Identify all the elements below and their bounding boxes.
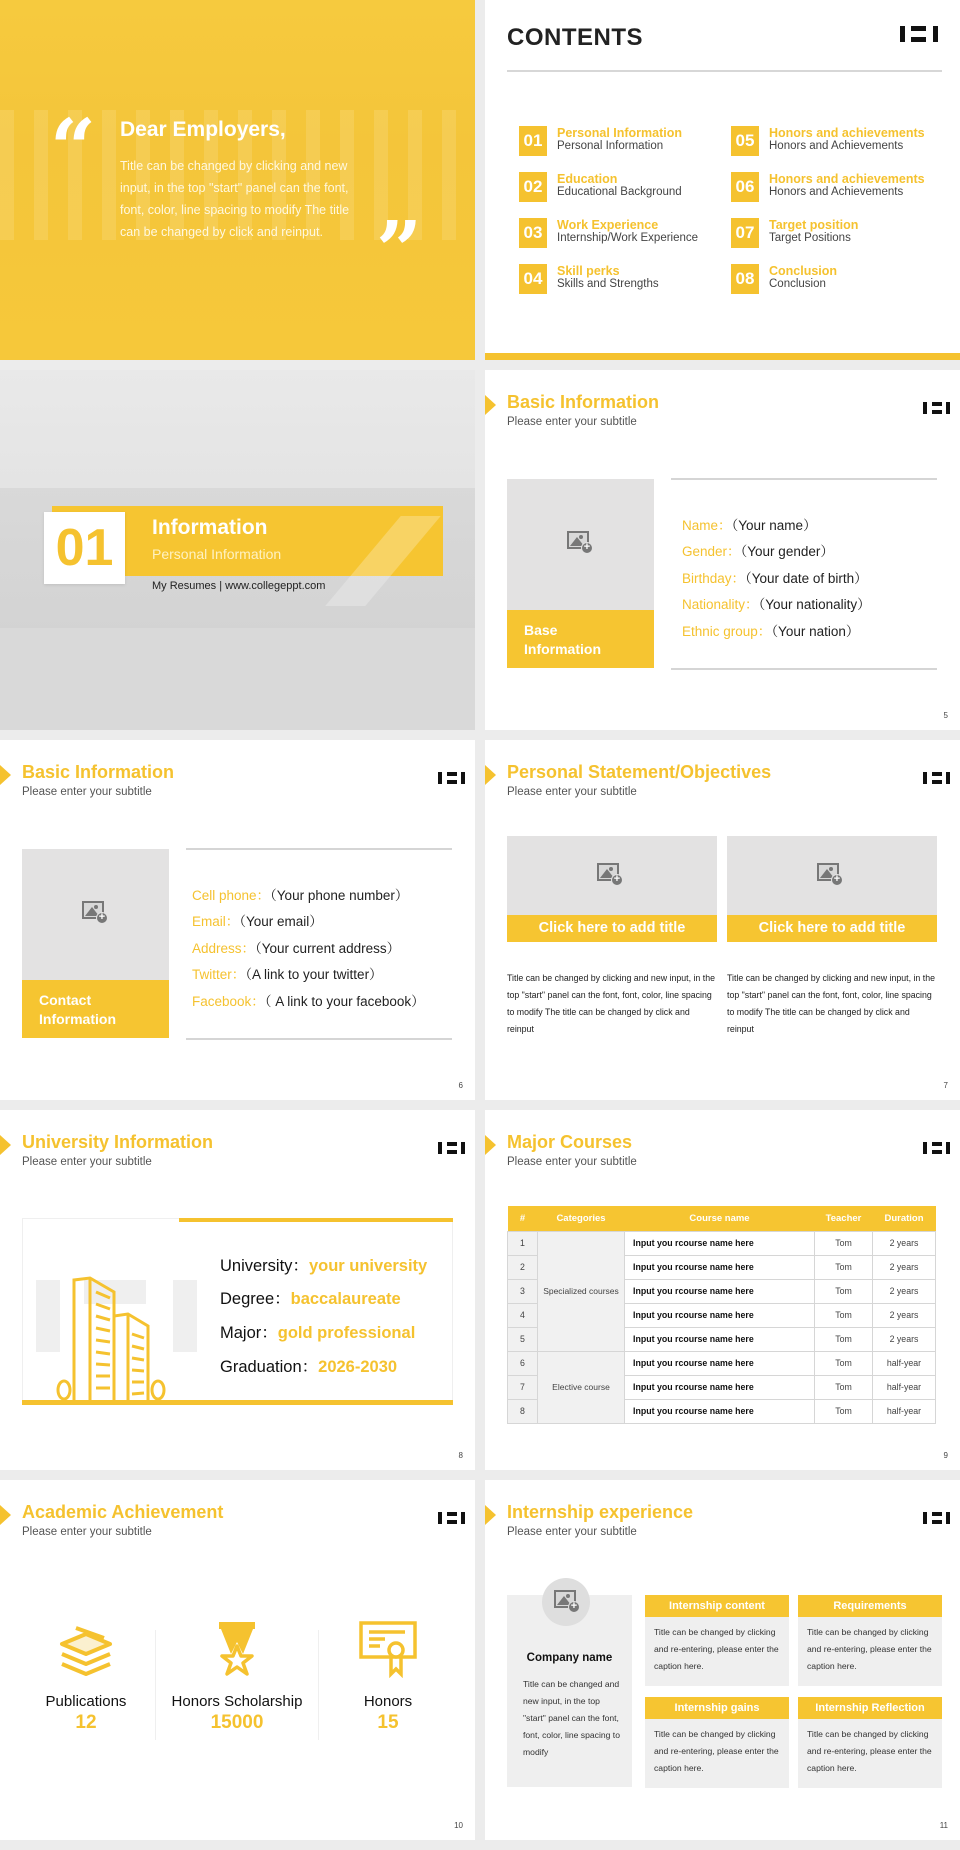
table-row[interactable]: 7 Input you rcourse name here Tom half-year: [508, 1375, 936, 1399]
achievement-publications: [11, 1620, 161, 1734]
section-footer: My Resumes | www.collegeppt.com: [152, 580, 326, 592]
brand-logo-icon: [438, 1512, 465, 1524]
box-title: Internship gains: [645, 1697, 789, 1719]
slide-title: Major Courses: [507, 1132, 633, 1152]
requirements-box: [798, 1595, 942, 1686]
internship-gains-box: [645, 1697, 789, 1788]
toc-subtitle: Target Positions: [769, 232, 851, 244]
title-arrow-icon: [485, 765, 496, 785]
box-text: Title can be changed by clicking and re-entering, please enter the caption here.: [807, 1729, 932, 1773]
title-arrow-icon: [485, 1135, 496, 1155]
divider: [671, 478, 937, 480]
medal-star-icon: [207, 1620, 267, 1678]
add-image-icon[interactable]: +: [597, 863, 623, 887]
image-placeholder[interactable]: [727, 836, 937, 916]
contents-title: CONTENTS: [507, 24, 643, 51]
toc-title: Education: [557, 172, 618, 186]
info-row-name[interactable]: Name：（Your name）: [682, 518, 817, 533]
slide-subtitle: Please enter your subtitle: [22, 786, 152, 798]
info-row-facebook[interactable]: Facebook：（ A link to your facebook）: [192, 994, 425, 1009]
info-row-ethnic-group[interactable]: Ethnic group：（Your nation）: [682, 624, 860, 639]
slide-subtitle: Please enter your subtitle: [507, 1156, 637, 1168]
brand-logo-icon: [923, 772, 950, 784]
info-row-gender[interactable]: Gender：（Your gender）: [682, 544, 834, 559]
add-title-button[interactable]: Click here to add title: [507, 915, 717, 942]
certificate-icon: [358, 1620, 418, 1678]
toc-title: Skill perks: [557, 264, 620, 278]
toc-subtitle: Personal Information: [557, 140, 664, 152]
slide-internship-experience[interactable]: [485, 1480, 960, 1840]
toc-title: Work Experience: [557, 218, 659, 232]
slide-contents[interactable]: [485, 0, 960, 360]
toc-subtitle: Honors and Achievements: [769, 186, 904, 198]
divider: [155, 1630, 156, 1740]
toc-title: Honors and achievements: [769, 172, 925, 186]
slide-title: University Information: [22, 1132, 214, 1152]
box-title: Internship content: [645, 1595, 789, 1617]
box-text: Title can be changed by clicking and re-entering, please enter the caption here.: [807, 1627, 932, 1671]
info-row-address[interactable]: Address：（Your current address）: [192, 941, 401, 956]
add-image-icon[interactable]: +: [567, 531, 593, 555]
slide-subtitle: Please enter your subtitle: [507, 416, 637, 428]
toc-subtitle: Conclusion: [769, 278, 826, 290]
page-number: 6: [458, 1081, 463, 1090]
box-text: Title can be changed by clicking and re-entering, please enter the caption here.: [654, 1729, 779, 1773]
table-row[interactable]: 4 Input you rcourse name here Tom 2 years: [508, 1303, 936, 1327]
info-row-phone[interactable]: Cell phone：（Your phone number）: [192, 888, 409, 903]
toc-item[interactable]: [519, 218, 719, 264]
table-row[interactable]: 1 Specialized courses Input you rcourse name here Tom 2 years: [508, 1231, 936, 1255]
degree-row[interactable]: Degree：baccalaureate: [220, 1290, 401, 1308]
slide-university-information[interactable]: [0, 1110, 475, 1470]
decor-block: [173, 1280, 197, 1352]
slide-section-divider[interactable]: [0, 370, 475, 730]
photo-label: Base Information: [507, 610, 654, 668]
university-row[interactable]: University：your university: [220, 1257, 428, 1275]
toc-item[interactable]: [519, 126, 719, 172]
column-header: Teacher: [815, 1206, 873, 1231]
photo-label: Contact Information: [22, 980, 169, 1038]
section-number: 01: [44, 512, 125, 584]
page-number: 11: [939, 1821, 948, 1830]
column-header: Categories: [538, 1206, 625, 1231]
slide-title: Basic Information: [22, 762, 175, 782]
slide-body-text: Title can be changed by clicking and new input, in the top "start" panel can the font, font, color, line spacing to modify The title can be changed by click and reinput.: [120, 159, 350, 239]
achievement-label: Publications: [45, 1693, 127, 1710]
divider: [507, 70, 942, 72]
add-title-button[interactable]: Click here to add title: [727, 915, 937, 942]
courses-table: [507, 1206, 936, 1424]
toc-column-left: [519, 126, 719, 310]
toc-number: 04: [519, 264, 547, 294]
brand-logo-icon: [923, 1512, 950, 1524]
toc-item[interactable]: [519, 172, 719, 218]
achievement-value: 12: [75, 1712, 97, 1733]
title-arrow-icon: [0, 1505, 11, 1525]
brand-logo-icon: [438, 772, 465, 784]
slide-title: Internship experience: [507, 1502, 694, 1522]
achievement-label: Honors: [363, 1693, 413, 1710]
section-title: Information: [152, 516, 268, 539]
title-arrow-icon: [0, 1135, 11, 1155]
slide-major-courses[interactable]: [485, 1110, 960, 1470]
toc-subtitle: Internship/Work Experience: [557, 232, 699, 244]
company-text: Title can be changed and new input, in the top "start" panel can the font, font, color, line spacing to modify: [523, 1679, 620, 1757]
toc-subtitle: Educational Background: [557, 186, 682, 198]
internship-content-box: [645, 1595, 789, 1686]
brand-logo-icon: [923, 402, 950, 414]
toc-number: 08: [731, 264, 759, 294]
toc-title: Personal Information: [557, 126, 683, 140]
box-title: Requirements: [798, 1595, 942, 1617]
divider: [671, 668, 937, 670]
toc-number: 03: [519, 218, 547, 248]
title-arrow-icon: [485, 395, 496, 415]
table-row[interactable]: 2 Input you rcourse name here Tom 2 years: [508, 1255, 936, 1279]
add-image-icon[interactable]: +: [817, 863, 843, 887]
slide-title: Basic Information: [507, 392, 660, 412]
toc-number: 01: [519, 126, 547, 156]
brand-logo-icon: [438, 1142, 465, 1154]
books-stack-icon: [56, 1620, 116, 1678]
achievement-honors: [313, 1620, 463, 1734]
slide-subtitle: Please enter your subtitle: [507, 786, 637, 798]
slide-subtitle: Please enter your subtitle: [507, 1526, 637, 1538]
page-number: 5: [943, 711, 948, 720]
achievement-value: 15: [377, 1712, 399, 1733]
brand-logo-icon: [900, 26, 938, 42]
accent-bar: [22, 1400, 453, 1405]
buildings-icon: [52, 1272, 172, 1404]
column-header: Course name: [625, 1206, 815, 1231]
image-placeholder[interactable]: [507, 836, 717, 916]
page-number: 8: [458, 1451, 463, 1460]
close-quote-icon: ”: [376, 203, 423, 297]
toc-column-right: [731, 126, 931, 310]
achievement-value: 15000: [210, 1712, 264, 1733]
info-row-nationality[interactable]: Nationality：（Your nationality）: [682, 597, 871, 612]
slide-basic-information[interactable]: [485, 370, 960, 730]
slide-dear-employers[interactable]: [0, 0, 475, 360]
section-subtitle: Personal Information: [152, 546, 282, 562]
category-cell: Elective course: [538, 1351, 625, 1423]
toc-subtitle: Skills and Strengths: [557, 278, 659, 290]
slide-heading: Dear Employers,: [120, 118, 286, 141]
open-quote-icon: “: [50, 101, 97, 195]
slide-personal-statement[interactable]: [485, 740, 960, 1100]
toc-item[interactable]: [731, 264, 931, 310]
toc-item[interactable]: [731, 172, 931, 218]
table-row[interactable]: 6 Elective course Input you rcourse name here Tom half-year: [508, 1351, 936, 1375]
table-row[interactable]: 8 Input you rcourse name here Tom half-year: [508, 1399, 936, 1423]
achievement-scholarship: [162, 1620, 312, 1734]
graduation-row[interactable]: Graduation：2026-2030: [220, 1358, 398, 1376]
slide-contact-information[interactable]: [0, 740, 475, 1100]
info-row-twitter[interactable]: Twitter：（A link to your twitter）: [192, 967, 383, 982]
table-row[interactable]: 3 Input you rcourse name here Tom 2 years: [508, 1279, 936, 1303]
toc-title: Honors and achievements: [769, 126, 925, 140]
page-number: 9: [943, 1451, 948, 1460]
slide-subtitle: Please enter your subtitle: [22, 1526, 152, 1538]
toc-number: 02: [519, 172, 547, 202]
toc-subtitle: Honors and Achievements: [769, 140, 904, 152]
add-image-icon[interactable]: +: [554, 1590, 580, 1614]
page-number: 10: [454, 1821, 463, 1830]
box-text: Title can be changed by clicking and re-entering, please enter the caption here.: [654, 1627, 779, 1671]
info-row-email[interactable]: Email：（Your email）: [192, 914, 323, 929]
toc-number: 07: [731, 218, 759, 248]
toc-item[interactable]: [519, 264, 719, 310]
table-header-row: [508, 1206, 936, 1231]
title-arrow-icon: [485, 1505, 496, 1525]
achievement-label: Honors Scholarship: [171, 1693, 303, 1710]
brand-logo-icon: [923, 1142, 950, 1154]
card-text: Title can be changed by clicking and new input, in the top "start" panel can the font, font, color, line spacing to modify The title can be changed by click and reinput: [727, 973, 935, 1034]
info-row-birthday[interactable]: Birthday：（Your date of birth）: [682, 571, 868, 586]
box-title: Internship Reflection: [798, 1697, 942, 1719]
major-row[interactable]: Major：gold professional: [220, 1324, 416, 1342]
company-name: Company name: [526, 1652, 613, 1664]
toc-title: Target position: [769, 218, 859, 232]
category-cell: Specialized courses: [538, 1231, 625, 1351]
column-header: Duration: [873, 1206, 936, 1231]
column-header: #: [508, 1206, 538, 1231]
divider: [186, 848, 452, 850]
toc-title: Conclusion: [769, 264, 838, 278]
toc-item[interactable]: [731, 126, 931, 172]
add-image-icon[interactable]: +: [82, 901, 108, 925]
slide-title: Academic Achievement: [22, 1502, 224, 1522]
toc-item[interactable]: [731, 218, 931, 264]
card-text: Title can be changed by clicking and new input, in the top "start" panel can the font, font, color, line spacing to modify The title can be changed by click and reinput: [507, 973, 715, 1034]
accent-bar: [179, 1218, 453, 1222]
slide-subtitle: Please enter your subtitle: [22, 1156, 152, 1168]
page-number: 7: [943, 1081, 948, 1090]
accent-bar: [485, 353, 960, 360]
table-row[interactable]: 5 Input you rcourse name here Tom 2 years: [508, 1327, 936, 1351]
internship-reflection-box: [798, 1697, 942, 1788]
title-arrow-icon: [0, 765, 11, 785]
slide-academic-achievement[interactable]: [0, 1480, 475, 1840]
company-logo-placeholder[interactable]: [542, 1578, 590, 1626]
divider: [186, 1038, 452, 1040]
toc-number: 05: [731, 126, 759, 156]
slide-title: Personal Statement/Objectives: [507, 762, 772, 782]
toc-number: 06: [731, 172, 759, 202]
background-road: [0, 628, 475, 730]
